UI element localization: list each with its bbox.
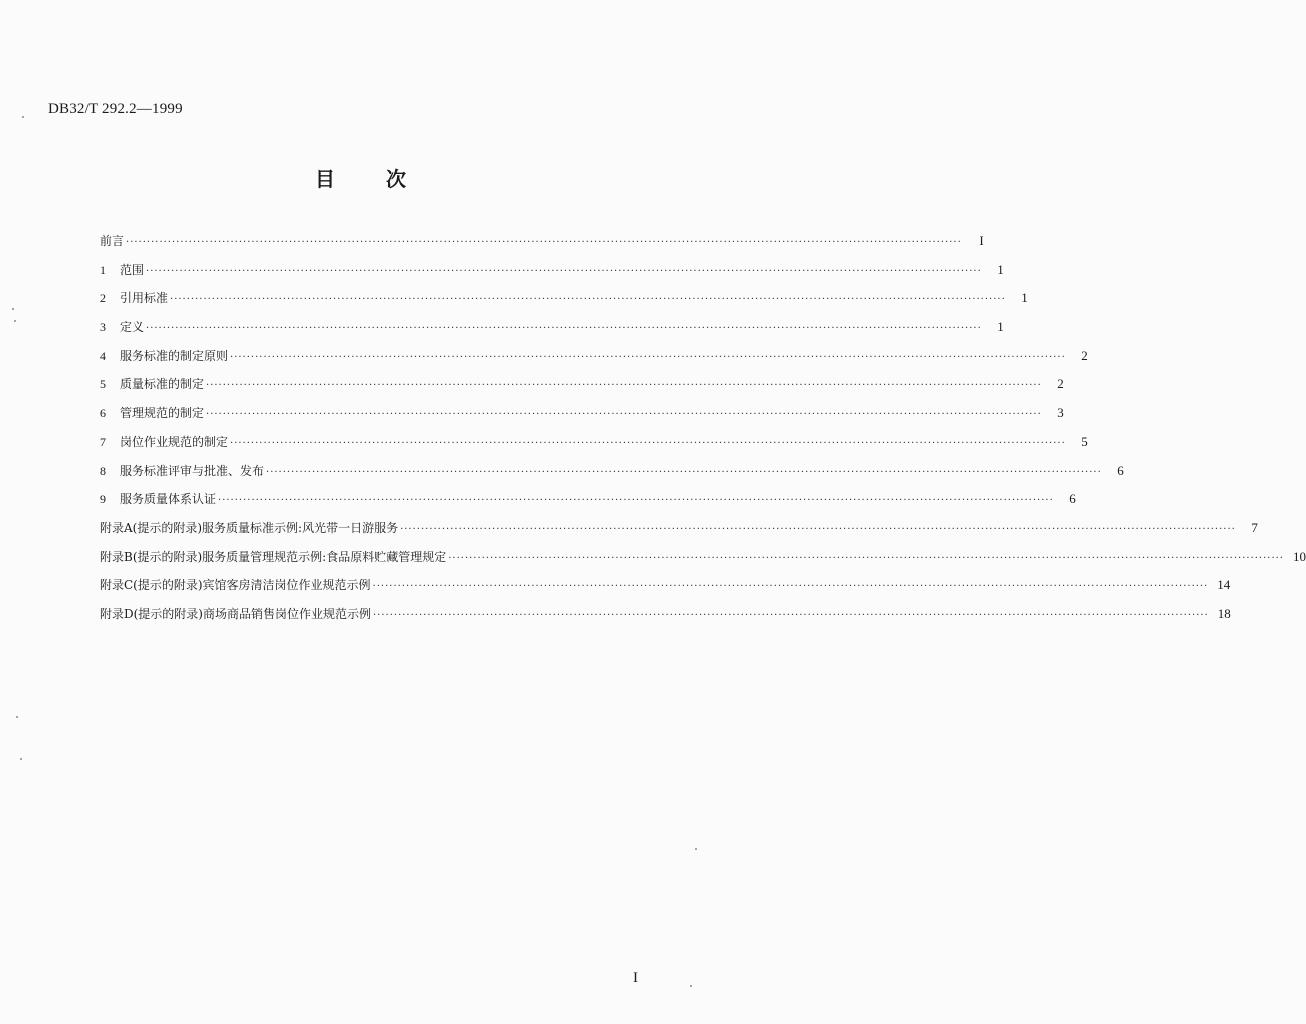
page-title: 目 次 [315,167,428,191]
toc-entry-page: 2 [1057,376,1064,392]
toc-entry-page: 2 [1081,347,1088,363]
toc-entry [100,233,984,262]
scan-speck [20,758,22,760]
toc-entry [100,519,1258,549]
toc-entry-title: 管理规范的制定 [120,406,205,421]
toc-dot-leader: ········································································································································································································ [206,380,1042,392]
toc-entry-page: 10 [1292,548,1306,564]
toc-dot-leader: ········································································································································································································ [230,437,1066,449]
scan-speck [14,320,16,322]
table-of-contents [100,233,1306,635]
toc-entry [100,347,1088,377]
scan-speck [16,716,18,718]
toc-entry-number: 2 [100,291,106,306]
toc-entry-number: 5 [100,377,106,392]
toc-entry-title: 服务质量体系认证 [120,492,217,507]
toc-entry [100,319,1004,348]
toc-dot-leader: ········································································································································································································ [126,237,962,248]
toc-entry-number: 1 [100,262,106,277]
scan-speck [695,848,697,850]
toc-dot-leader: ········································································································································································································ [170,294,1006,306]
toc-entry-page: 1 [997,319,1004,335]
toc-dot-leader: ········································································································································································································ [448,552,1284,564]
toc-entry [100,462,1124,492]
toc-entry-title: 范围 [120,262,145,277]
toc-entry-title: 前言 [100,234,125,248]
toc-entry-page: 1 [997,261,1004,277]
toc-entry-page: 1 [1021,290,1028,306]
scan-speck [690,985,692,987]
toc-entry [100,605,1231,635]
toc-entry-page: I [979,233,984,248]
toc-entry-title: 岗位作业规范的制定 [120,434,229,449]
toc-entry-page: 6 [1117,462,1124,478]
toc-entry-number: 6 [100,406,106,421]
toc-dot-leader: ········································································································································································································ [218,495,1054,507]
toc-dot-leader: ········································································································································································································ [373,609,1209,621]
toc-entry-page: 18 [1217,605,1231,621]
toc-entry-title: 附录B(提示的附录)服务质量管理规范示例:食品原料贮藏管理规定 [100,549,447,564]
toc-entry [100,405,1064,434]
toc-dot-leader: ········································································································································································································ [400,523,1236,535]
toc-entry-page: 5 [1081,433,1088,449]
toc-dot-leader: ········································································································································································································ [146,265,982,277]
toc-entry-title: 附录D(提示的附录)商场商品销售岗位作业规范示例 [100,606,371,621]
toc-dot-leader: ········································································································································································································ [230,351,1066,363]
toc-entry [100,491,1076,520]
toc-entry-number: 4 [100,348,106,363]
toc-entry-number: 9 [100,492,106,507]
toc-entry-number: 7 [100,434,106,449]
toc-entry [100,290,1028,319]
toc-entry [100,577,1231,606]
toc-entry-title: 引用标准 [120,291,169,306]
toc-entry-title: 质量标准的制定 [120,377,205,392]
scan-speck [22,116,24,118]
toc-entry [100,376,1064,405]
standard-code: DB32/T 292.2—1999 [48,101,183,117]
toc-entry [100,433,1088,463]
toc-dot-leader: ········································································································································································································ [146,323,982,335]
toc-entry-page: 7 [1251,519,1258,535]
toc-entry-title: 服务标准的制定原则 [120,348,229,363]
toc-entry [100,548,1306,578]
toc-dot-leader: ········································································································································································································ [206,409,1042,421]
toc-entry-page: 14 [1217,577,1231,593]
toc-entry-title: 服务标准评审与批准、发布 [120,463,265,478]
toc-entry-number: 8 [100,463,106,478]
toc-entry-page: 6 [1069,491,1076,507]
toc-entry-number: 3 [100,320,106,335]
page-number: I [633,970,638,986]
toc-entry [100,261,1004,291]
toc-dot-leader: ········································································································································································································ [266,466,1102,478]
scan-speck [12,308,14,310]
toc-entry-page: 3 [1057,405,1064,421]
toc-dot-leader: ········································································································································································································ [372,581,1209,593]
toc-entry-title: 附录A(提示的附录)服务质量标准示例:风光带一日游服务 [100,520,399,535]
toc-entry-title: 附录C(提示的附录)宾馆客房清洁岗位作业规范示例 [100,578,371,593]
toc-entry-title: 定义 [120,320,145,335]
